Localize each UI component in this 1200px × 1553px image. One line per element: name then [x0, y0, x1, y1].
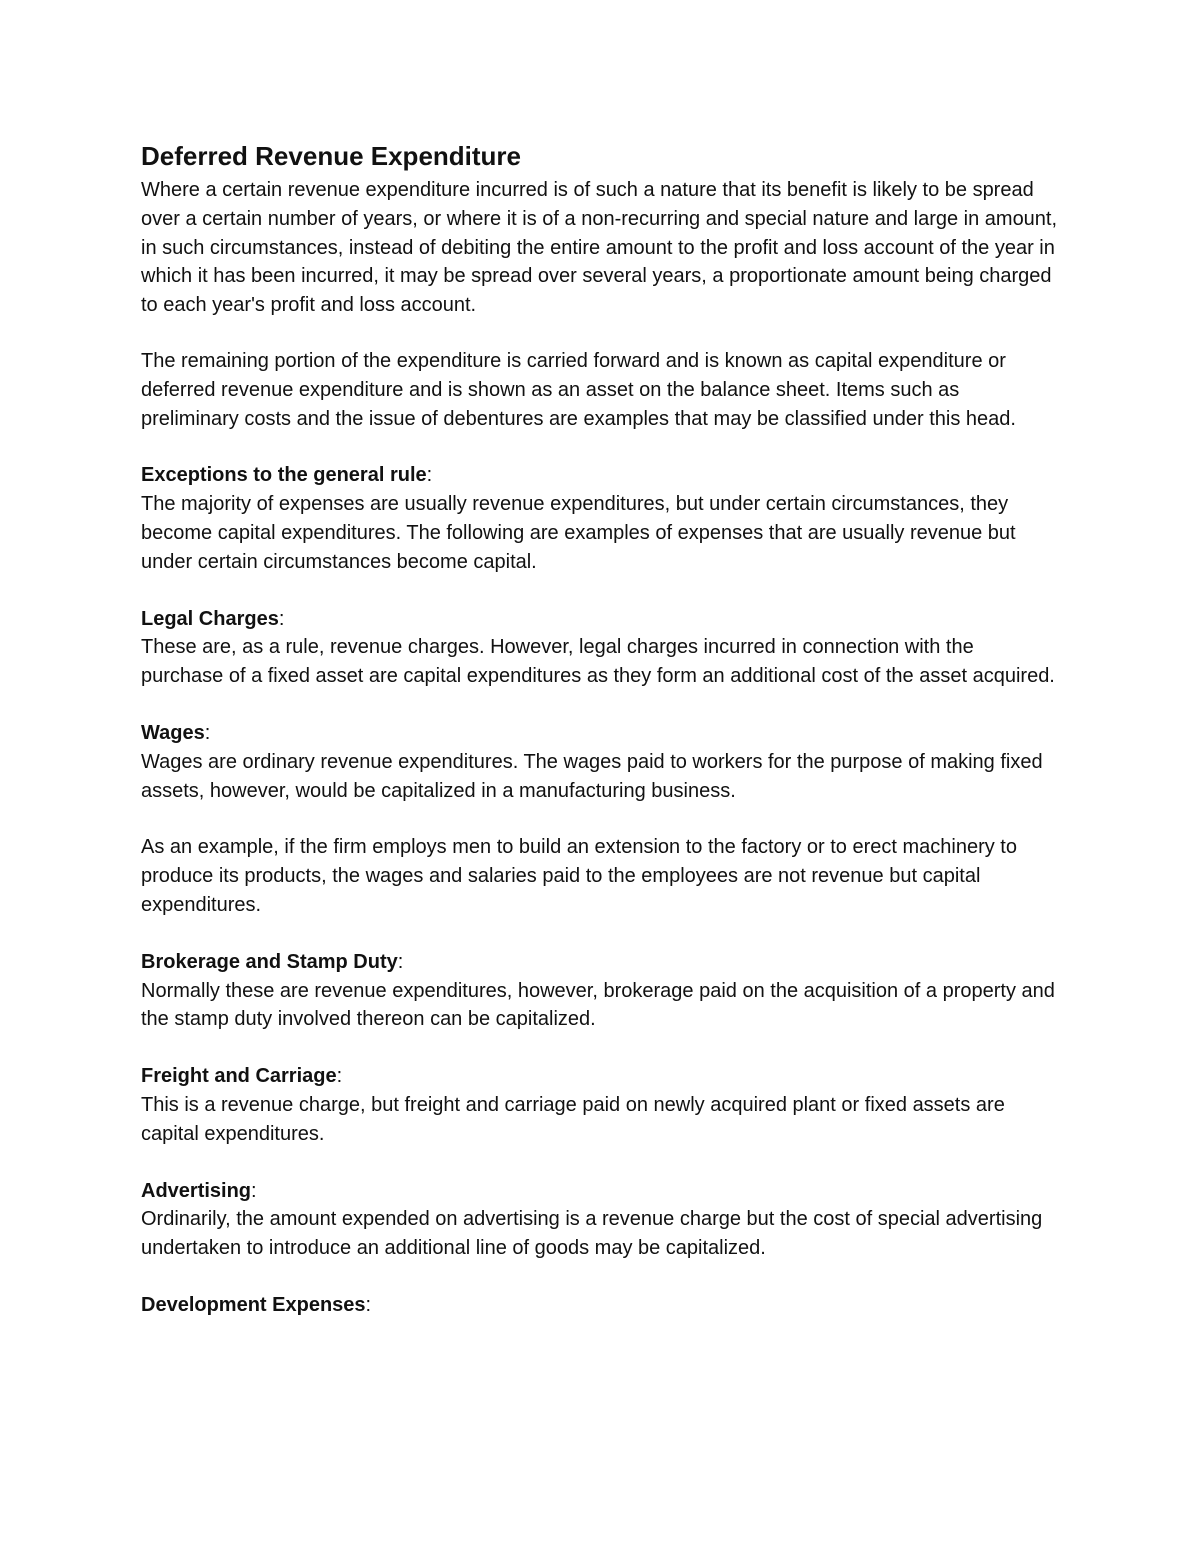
- section-heading-text: Wages: [141, 721, 205, 744]
- section-body: Ordinarily, the amount expended on advertising is a revenue charge but the cost of special advertising undertaken to introduce an additional line of goods may be capitalized.: [141, 1208, 1043, 1260]
- section-freight-carriage: [141, 1062, 1061, 1148]
- section-heading-text: Freight and Carriage: [141, 1065, 337, 1088]
- section-heading-colon: :: [204, 721, 211, 744]
- intro-paragraph-1: Where a certain revenue expenditure incurred is of such a nature that its benefit is likely to be spread over a certain number of years, or where it is of a non-recurring and special nature and large in amount, in such circumstances, instead of debiting the entire amount to the profit and loss account of the year in which it has been incurred, it may be spread over several years, a proportionate amount being charged to each year's profit and loss account.: [141, 179, 1058, 317]
- section-body: Normally these are revenue expenditures, however, brokerage paid on the acquisition of a property and the stamp duty involved thereon can be capitalized.: [141, 979, 1055, 1031]
- section-heading-colon: :: [365, 1293, 372, 1316]
- section-heading-text: Development Expenses: [141, 1293, 366, 1316]
- section-development-expenses: [141, 1291, 1061, 1320]
- document-title: Deferred Revenue Expenditure: [141, 141, 522, 171]
- intro-paragraph-2: The remaining portion of the expenditure is carried forward and is known as capital expenditure or deferred revenue expenditure and is shown as an asset on the balance sheet. Items such as preliminary costs and the issue of debentures are examples that may be classified under this head.: [141, 349, 1016, 430]
- section-heading: [141, 605, 1061, 634]
- section-heading-text: Advertising: [141, 1179, 252, 1202]
- document-page: [141, 139, 1061, 1348]
- section-advertising: [141, 1177, 1061, 1263]
- section-wages: [141, 719, 1061, 805]
- section-heading: [141, 461, 1061, 490]
- section-heading-colon: :: [251, 1179, 257, 1202]
- section-heading-colon: :: [397, 950, 404, 973]
- section-heading: [141, 1062, 1061, 1091]
- section-heading-colon: :: [336, 1065, 343, 1088]
- section-body: Wages are ordinary revenue expenditures. The wages paid to workers for the purpose of making fixed assets, however, would be capitalized in a manufacturing business.: [141, 750, 1043, 802]
- section-heading-colon: :: [278, 607, 285, 630]
- section-body: These are, as a rule, revenue charges. However, legal charges incurred in connection with the purchase of a fixed asset are capital expenditures as they form an additional cost of the asset acquired.: [141, 636, 1055, 688]
- section-exceptions: [141, 461, 1061, 576]
- section-heading: [141, 948, 1061, 977]
- wages-example-paragraph: As an example, if the firm employs men to build an extension to the factory or to erect machinery to produce its products, the wages and salaries paid to the employees are not revenue but capital expenditures.: [141, 836, 1017, 916]
- section-heading: [141, 1177, 1061, 1206]
- section-heading-text: Exceptions to the general rule: [141, 464, 427, 487]
- section-legal-charges: [141, 605, 1061, 691]
- section-heading: [141, 719, 1061, 748]
- section-body: The majority of expenses are usually revenue expenditures, but under certain circumstances, they become capital expenditures. The following are examples of expenses that are usually revenue but under certain circumstances become capital.: [141, 493, 1016, 573]
- section-heading: [141, 1291, 1061, 1320]
- section-heading-text: Brokerage and Stamp Duty: [141, 950, 398, 973]
- section-heading-text: Legal Charges: [141, 607, 279, 630]
- section-body: This is a revenue charge, but freight and carriage paid on newly acquired plant or fixed assets are capital expenditures.: [141, 1093, 1005, 1145]
- section-heading-colon: :: [426, 464, 433, 487]
- section-brokerage-stamp-duty: [141, 948, 1061, 1034]
